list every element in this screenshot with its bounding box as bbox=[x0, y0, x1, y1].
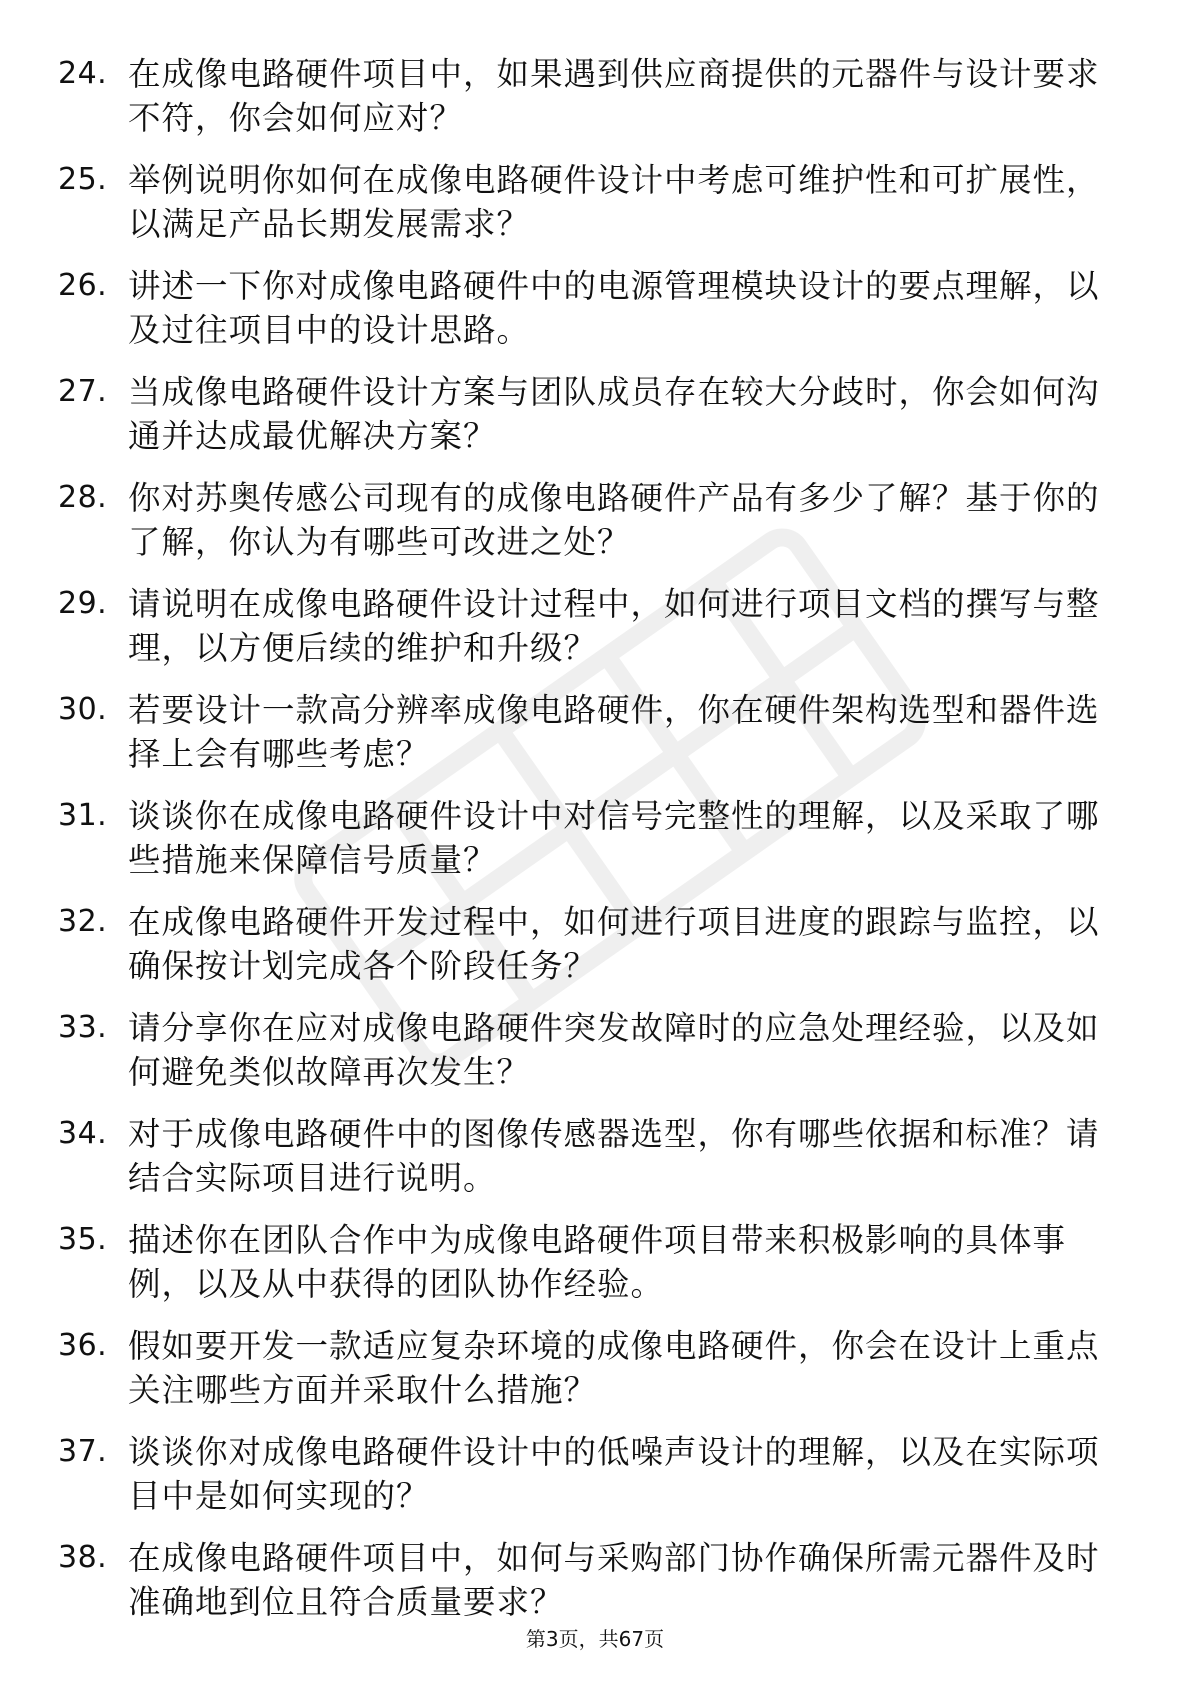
question-text: 举例说明你如何在成像电路硬件设计中考虑可维护性和可扩展性，以满足产品长期发展需求？ bbox=[128, 161, 1100, 243]
question-number: 27. bbox=[58, 374, 108, 409]
question-text: 描述你在团队合作中为成像电路硬件项目带来积极影响的具体事例，以及从中获得的团队协作经验。 bbox=[128, 1221, 1067, 1303]
question-text: 谈谈你在成像电路硬件设计中对信号完整性的理解，以及采取了哪些措施来保障信号质量？ bbox=[128, 797, 1100, 879]
question-text: 在成像电路硬件项目中，如何与采购部门协作确保所需元器件及时准确地到位且符合质量要求？ bbox=[128, 1539, 1100, 1621]
list-item bbox=[58, 158, 1128, 264]
list-item bbox=[58, 264, 1128, 370]
list-item bbox=[58, 794, 1128, 900]
list-item bbox=[58, 1112, 1128, 1218]
question-text: 在成像电路硬件项目中，如果遇到供应商提供的元器件与设计要求不符，你会如何应对？ bbox=[128, 55, 1100, 137]
question-number: 32. bbox=[58, 904, 108, 939]
question-list bbox=[58, 52, 1128, 1642]
list-item bbox=[58, 1430, 1128, 1536]
question-number: 24. bbox=[58, 56, 108, 91]
question-number: 28. bbox=[58, 480, 108, 515]
question-number: 38. bbox=[58, 1540, 108, 1575]
question-text: 请分享你在应对成像电路硬件突发故障时的应急处理经验，以及如何避免类似故障再次发生？ bbox=[128, 1009, 1100, 1091]
page-number-footer: 第3页，共67页 bbox=[525, 1627, 665, 1651]
question-number: 34. bbox=[58, 1116, 108, 1151]
question-number: 25. bbox=[58, 162, 108, 197]
list-item bbox=[58, 1324, 1128, 1430]
question-number: 37. bbox=[58, 1434, 108, 1469]
list-item bbox=[58, 476, 1128, 582]
question-number: 26. bbox=[58, 268, 108, 303]
question-text: 谈谈你对成像电路硬件设计中的低噪声设计的理解，以及在实际项目中是如何实现的？ bbox=[128, 1433, 1100, 1515]
question-number: 31. bbox=[58, 798, 108, 833]
question-text: 在成像电路硬件开发过程中，如何进行项目进度的跟踪与监控，以确保按计划完成各个阶段任务？ bbox=[128, 903, 1100, 985]
list-item bbox=[58, 1218, 1128, 1324]
question-text: 你对苏奥传感公司现有的成像电路硬件产品有多少了解？基于你的了解，你认为有哪些可改进之处？ bbox=[128, 479, 1100, 561]
list-item bbox=[58, 52, 1128, 158]
list-item bbox=[58, 1006, 1128, 1112]
question-number: 36. bbox=[58, 1328, 108, 1363]
list-item bbox=[58, 688, 1128, 794]
list-item bbox=[58, 900, 1128, 1006]
question-number: 33. bbox=[58, 1010, 108, 1045]
question-text: 讲述一下你对成像电路硬件中的电源管理模块设计的要点理解，以及过往项目中的设计思路。 bbox=[128, 267, 1100, 349]
question-text: 对于成像电路硬件中的图像传感器选型，你有哪些依据和标准？请结合实际项目进行说明。 bbox=[128, 1115, 1100, 1197]
question-number: 35. bbox=[58, 1222, 108, 1257]
list-item bbox=[58, 370, 1128, 476]
question-number: 29. bbox=[58, 586, 108, 621]
question-text: 假如要开发一款适应复杂环境的成像电路硬件，你会在设计上重点关注哪些方面并采取什么措施？ bbox=[128, 1327, 1100, 1409]
question-text: 若要设计一款高分辨率成像电路硬件，你在硬件架构选型和器件选择上会有哪些考虑？ bbox=[128, 691, 1100, 773]
list-item bbox=[58, 582, 1128, 688]
question-number: 30. bbox=[58, 692, 108, 727]
question-text: 请说明在成像电路硬件设计过程中，如何进行项目文档的撰写与整理，以方便后续的维护和升级？ bbox=[128, 585, 1100, 667]
question-text: 当成像电路硬件设计方案与团队成员存在较大分歧时，你会如何沟通并达成最优解决方案？ bbox=[128, 373, 1100, 455]
